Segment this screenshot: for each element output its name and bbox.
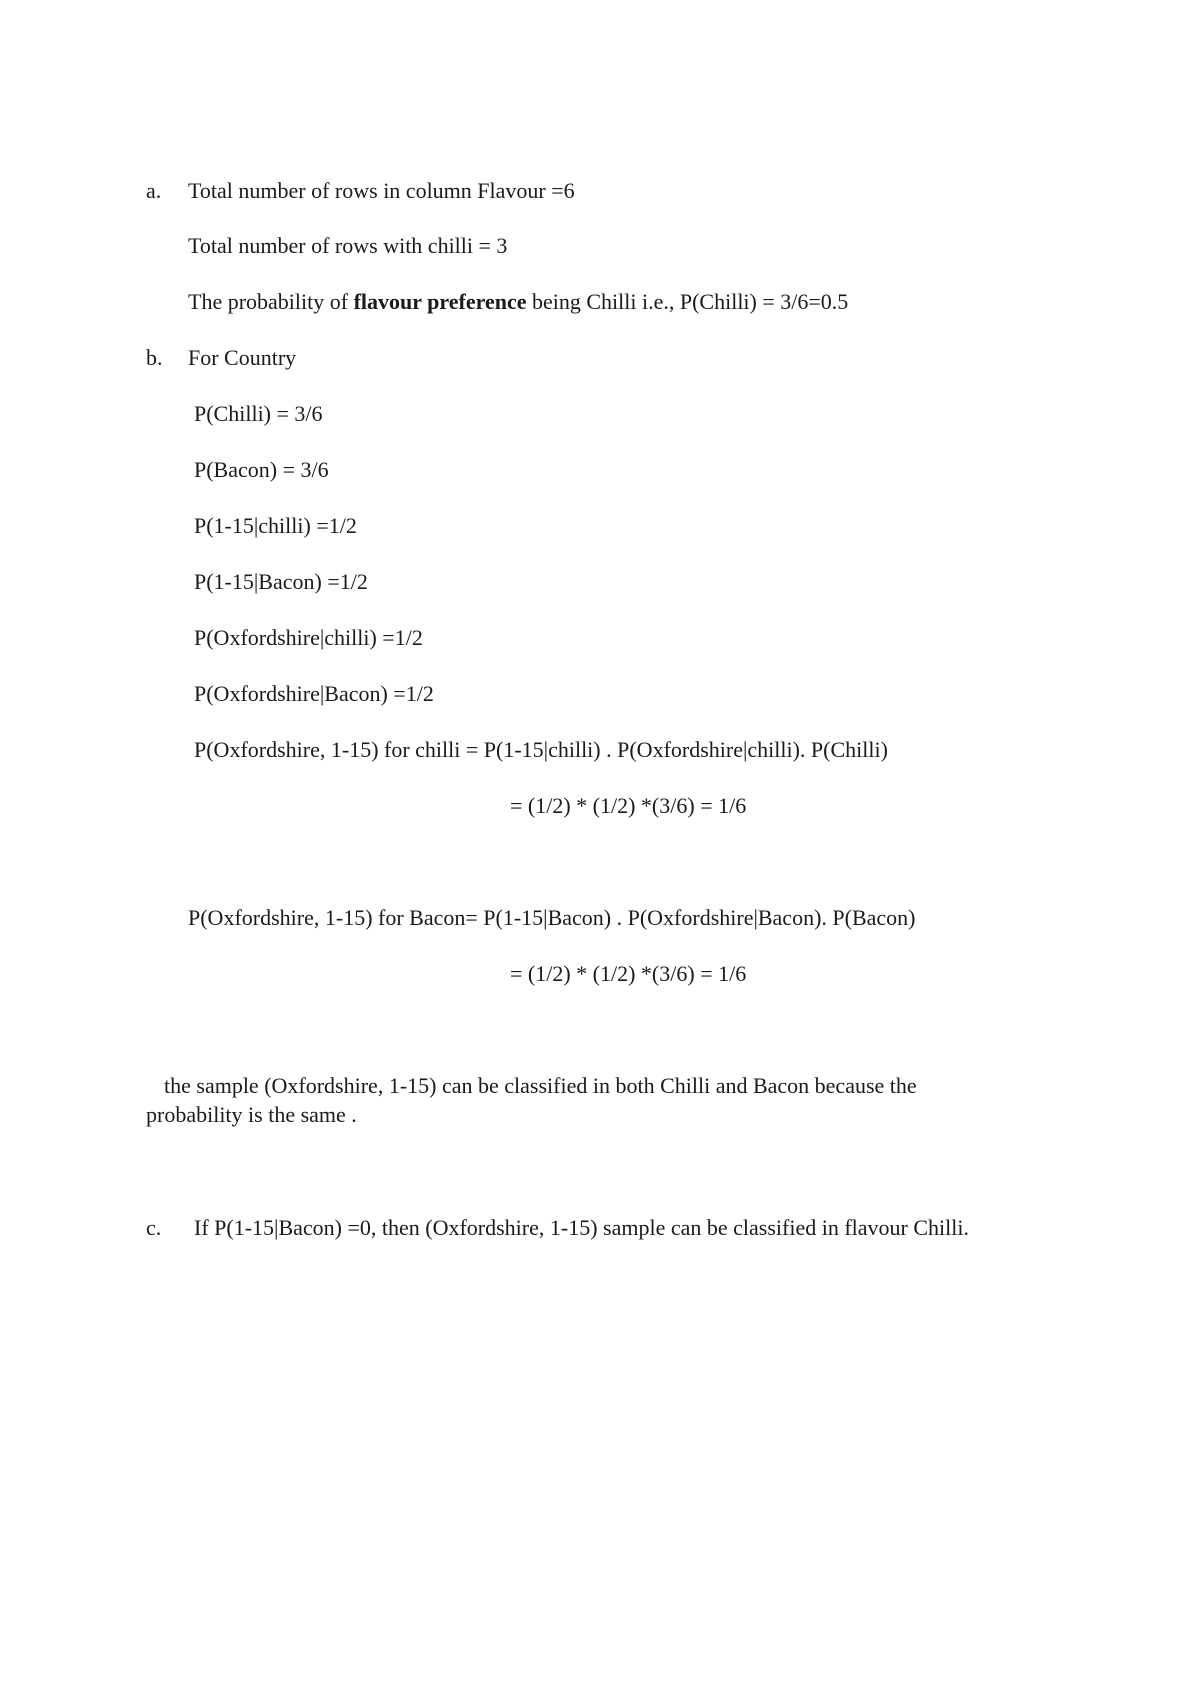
- total-rows-line: Total number of rows in column Flavour =6: [188, 178, 575, 203]
- p-bacon-line: P(Bacon) = 3/6: [194, 457, 329, 482]
- section-c-text: If P(1-15|Bacon) =0, then (Oxfordshire, 1-15) sample can be classified in flavour Chilli.: [194, 1215, 969, 1240]
- bacon-result-line: = (1/2) * (1/2) *(3/6) = 1/6: [510, 961, 747, 986]
- p-1-15-bacon-line: P(1-15|Bacon) =1/2: [194, 569, 368, 594]
- flavour-preference-bold: flavour preference: [353, 289, 527, 314]
- chilli-result-line: = (1/2) * (1/2) *(3/6) = 1/6: [510, 793, 747, 818]
- bacon-joint-probability-line: P(Oxfordshire, 1-15) for Bacon= P(1-15|Bacon) . P(Oxfordshire|Bacon). P(Bacon): [188, 905, 916, 930]
- chilli-joint-probability-line: P(Oxfordshire, 1-15) for chilli = P(1-15|chilli) . P(Oxfordshire|chilli). P(Chilli): [194, 737, 888, 762]
- list-marker-c: c.: [146, 1215, 162, 1240]
- p-1-15-chilli-line: P(1-15|chilli) =1/2: [194, 513, 357, 538]
- probability-line: [188, 288, 848, 316]
- p-oxfordshire-chilli-line: P(Oxfordshire|chilli) =1/2: [194, 625, 423, 650]
- p-chilli-line: P(Chilli) = 3/6: [194, 401, 323, 426]
- list-marker-a: a.: [146, 178, 162, 203]
- for-country-heading: For Country: [188, 345, 297, 370]
- conclusion-line-1: the sample (Oxfordshire, 1-15) can be classified in both Chilli and Bacon because the: [164, 1073, 917, 1098]
- probability-prefix: The probability of: [188, 289, 354, 314]
- list-marker-b: b.: [146, 345, 163, 370]
- chilli-rows-line: Total number of rows with chilli = 3: [188, 233, 508, 258]
- conclusion-line-2: probability is the same .: [146, 1102, 357, 1127]
- p-oxfordshire-bacon-line: P(Oxfordshire|Bacon) =1/2: [194, 681, 434, 706]
- probability-suffix: being Chilli i.e., P(Chilli) = 3/6=0.5: [526, 289, 849, 314]
